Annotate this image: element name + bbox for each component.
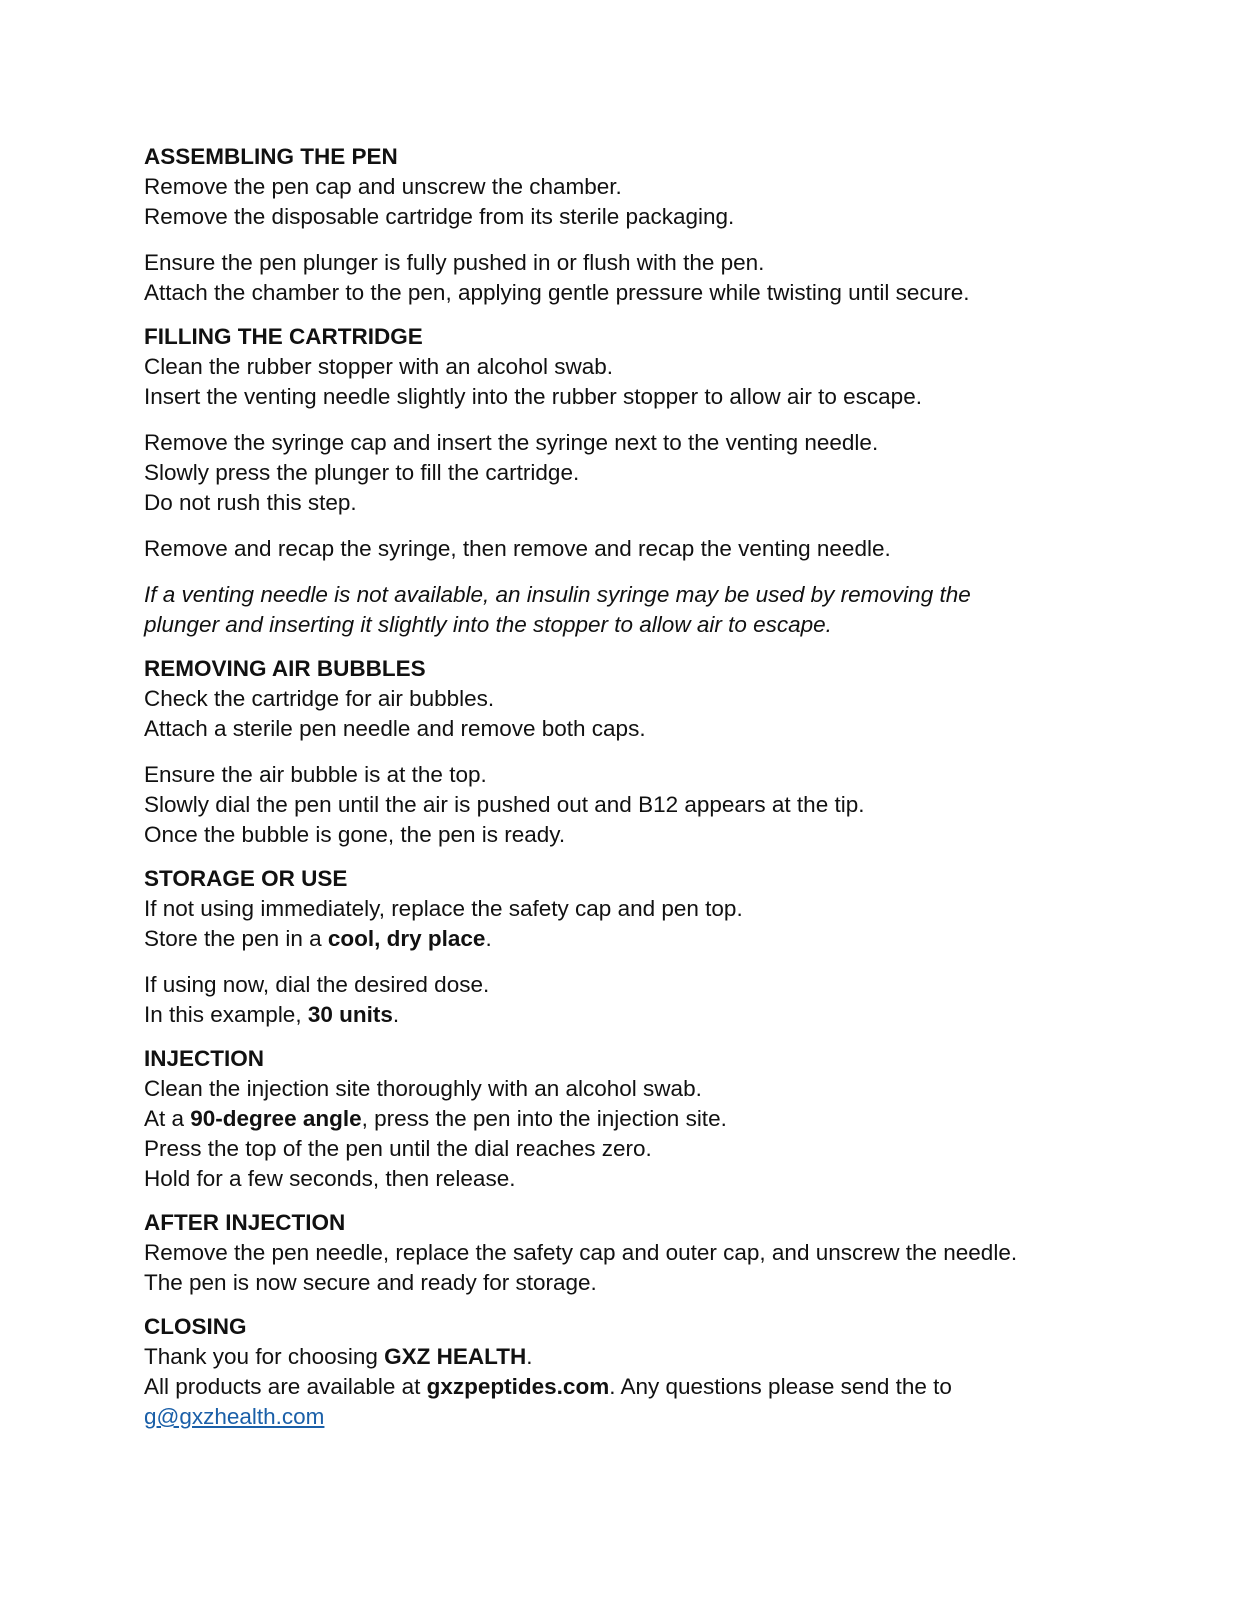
text-line: Do not rush this step. <box>144 490 357 515</box>
text-line <box>144 1104 1144 1134</box>
paragraph <box>144 684 1144 744</box>
text-line: The pen is now secure and ready for storage. <box>144 1270 597 1295</box>
text-line: Press the top of the pen until the dial reaches zero. <box>144 1136 652 1161</box>
text-line: Clean the injection site thoroughly with an alcohol swab. <box>144 1076 702 1101</box>
section-after-injection <box>144 1208 1144 1298</box>
paragraph <box>144 1074 1144 1194</box>
text-segment: , press the pen into the injection site. <box>361 1106 727 1131</box>
text-line: If a venting needle is not available, an insulin syringe may be used by removing the <box>144 582 971 607</box>
text-segment: Thank you for choosing <box>144 1344 385 1369</box>
paragraph <box>144 1342 1144 1432</box>
paragraph <box>144 172 1144 232</box>
section-closing <box>144 1312 1144 1432</box>
paragraph <box>144 760 1144 850</box>
text-line <box>144 1372 1144 1402</box>
text-segment: At a <box>144 1106 191 1131</box>
text-line: Insert the venting needle slightly into the rubber stopper to allow air to escape. <box>144 384 922 409</box>
text-line: Remove the disposable cartridge from its sterile packaging. <box>144 204 735 229</box>
text-line: Ensure the pen plunger is fully pushed in or flush with the pen. <box>144 250 765 275</box>
text-line: Remove the pen needle, replace the safety cap and outer cap, and unscrew the needle. <box>144 1240 1018 1265</box>
heading-storage: STORAGE OR USE <box>144 866 348 891</box>
text-line: If using now, dial the desired dose. <box>144 972 490 997</box>
text-line: Check the cartridge for air bubbles. <box>144 686 495 711</box>
heading-filling: FILLING THE CARTRIDGE <box>144 324 423 349</box>
paragraph <box>144 1238 1144 1298</box>
text-segment: . Any questions please send the to <box>609 1374 952 1399</box>
heading-injection: INJECTION <box>144 1046 265 1071</box>
text-line <box>144 1342 1144 1372</box>
text-line: Clean the rubber stopper with an alcohol swab. <box>144 354 614 379</box>
text-line: Ensure the air bubble is at the top. <box>144 762 487 787</box>
paragraph <box>144 534 1144 564</box>
section-filling <box>144 322 1144 640</box>
text-line: Remove the pen cap and unscrew the chamber. <box>144 174 622 199</box>
brand-name: GXZ HEALTH <box>384 1344 527 1369</box>
paragraph <box>144 352 1144 412</box>
section-injection <box>144 1044 1144 1194</box>
text-line: Slowly press the plunger to fill the cartridge. <box>144 460 580 485</box>
text-line: Remove the syringe cap and insert the syringe next to the venting needle. <box>144 430 879 455</box>
text-line: Hold for a few seconds, then release. <box>144 1166 516 1191</box>
paragraph <box>144 894 1144 954</box>
paragraph <box>144 428 1144 518</box>
heading-after-injection: AFTER INJECTION <box>144 1210 346 1235</box>
text-segment: . <box>485 926 492 951</box>
document-page <box>144 142 1144 1432</box>
text-line: Remove and recap the syringe, then remove and recap the venting needle. <box>144 536 891 561</box>
section-air-bubbles <box>144 654 1144 850</box>
website-name: gxzpeptides.com <box>426 1374 610 1399</box>
italic-note <box>144 580 1144 640</box>
heading-closing: CLOSING <box>144 1314 247 1339</box>
email-link[interactable]: g@gxzhealth.com <box>144 1404 325 1429</box>
paragraph <box>144 970 1144 1030</box>
text-line <box>144 1402 1144 1432</box>
text-line: Once the bubble is gone, the pen is ready. <box>144 822 566 847</box>
text-segment: Store the pen in a <box>144 926 328 951</box>
text-segment: . <box>526 1344 533 1369</box>
paragraph <box>144 248 1144 308</box>
text-line: Slowly dial the pen until the air is pushed out and B12 appears at the tip. <box>144 792 865 817</box>
text-segment: In this example, <box>144 1002 308 1027</box>
heading-assembling: ASSEMBLING THE PEN <box>144 144 398 169</box>
bold-text: 90-degree angle <box>190 1106 362 1131</box>
text-line: Attach a sterile pen needle and remove both caps. <box>144 716 646 741</box>
text-line <box>144 924 1144 954</box>
text-segment: All products are available at <box>144 1374 427 1399</box>
heading-air-bubbles: REMOVING AIR BUBBLES <box>144 656 426 681</box>
bold-text: cool, dry place <box>327 926 486 951</box>
section-assembling <box>144 142 1144 308</box>
text-line: plunger and inserting it slightly into the stopper to allow air to escape. <box>144 612 832 637</box>
bold-text: 30 units <box>307 1002 393 1027</box>
text-line: Attach the chamber to the pen, applying gentle pressure while twisting until secure. <box>144 280 970 305</box>
section-storage <box>144 864 1144 1030</box>
text-line <box>144 1000 1144 1030</box>
text-segment: . <box>392 1002 400 1027</box>
text-line: If not using immediately, replace the safety cap and pen top. <box>144 896 743 921</box>
